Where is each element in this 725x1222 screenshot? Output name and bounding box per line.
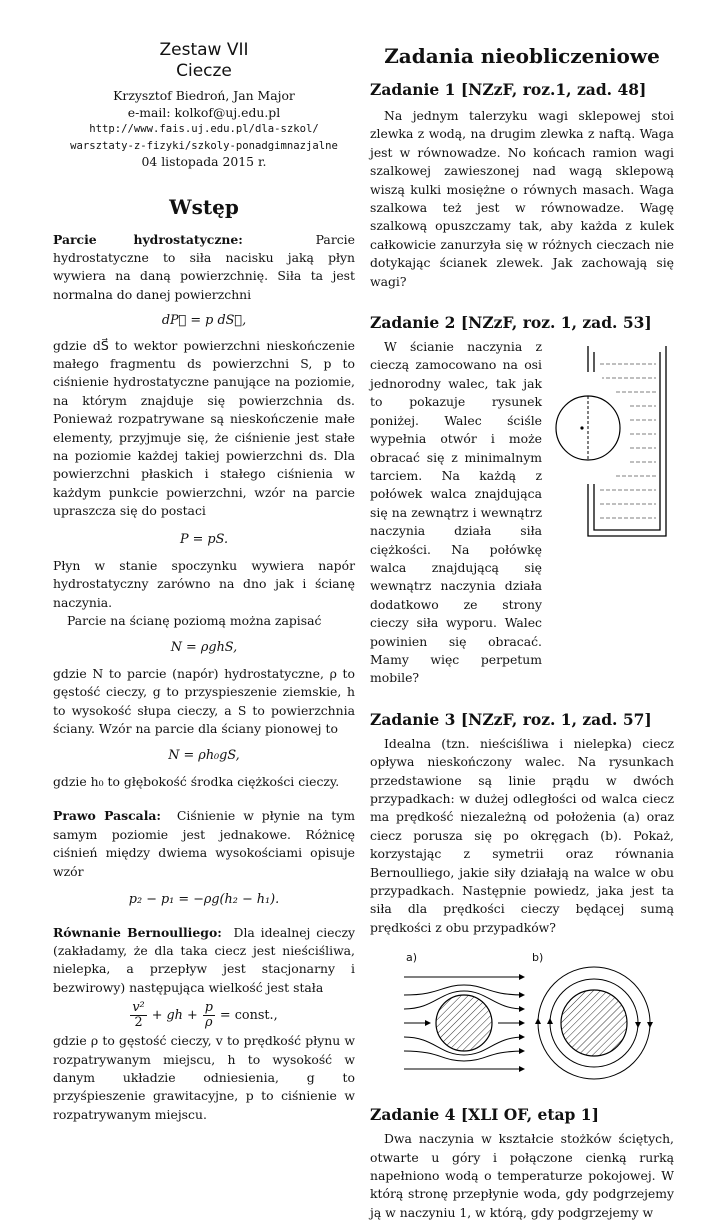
equation-dP: dP⃗ = p dS⃗,: [161, 313, 247, 329]
z1-text: Na jednym talerzyku wagi sklepowej stoi zlewka z wodą, na drugim zlewka z naftą. Waga jest w równowadze. No końcach ramion wagi szalkowej zawieszonej nad wagą sklepową wiszą kulki mosiężne o równych masach. Waga szalkowa też jest w równowadze. Wagę szalkową opuszczamy tak, aby każda z kulek całkowicie zanurzyła się w różnych cieczach nie dotykając ścianek zlewek. Jak zachowają się wagi?: [370, 108, 674, 289]
pascal-label: Prawo Pascala:: [53, 808, 161, 824]
equation-P: P = pS.: [179, 531, 229, 547]
flow-diagrams: [370, 945, 674, 1091]
email: e-mail: kolkof@uj.edu.pl: [127, 104, 281, 120]
equation-bernoulli: [53, 1001, 355, 1030]
z2-title: Zadanie 2 [NZzF, roz. 1, zad. 53]: [370, 313, 652, 333]
rest-paragraph: Płyn w stanie spoczynku wywiera napór hydrostatyczny zarówno na dno jak i ścianę naczynia.: [53, 558, 355, 610]
pascal-text: Ciśnienie w płynie na tym samym poziomie jest jednakowe. Różnicę ciśnień między dwiema wysokościami opisuje wzór: [53, 808, 355, 879]
bernoulli-label: Równanie Bernoulliego:: [53, 924, 222, 940]
z2-text: W ścianie naczynia z cieczą zamocowano na osi jednorodny walec, tak jak to pokazuje rysunek poniżej. Walec ściśle wypełnia otwór i może obracać się z minimalnym tarciem. Na każdą z połówek walca znajdująca się na zewnątrz i wewnątrz naczynia działa siła ciężkości. Na połówkę walca znajdującą się wewnątrz naczynia działa dodatkowo ze strony cieczy siła wyporu. Walec powinien się obracać. Mamy więc perpetum mobile?: [370, 339, 542, 686]
pascal-paragraph: [53, 807, 355, 881]
intro-heading: Wstęp: [169, 194, 239, 219]
equation-pascal: p₂ − p₁ = −ρg(h₂ − h₁).: [128, 892, 280, 908]
url-line-2[interactable]: warsztaty-z-fizyki/szkoly-ponadgimnazjalne: [70, 139, 338, 152]
axis-point: [580, 426, 583, 429]
vessel-cylinder-figure: [554, 344, 674, 542]
fig-label-b: b): [532, 951, 544, 965]
flow-figure: [370, 945, 674, 1091]
z3-text: Idealna (tzn. nieściśliwa i nielepka) ciecz opływa nieskończony walec. Na rysunkach przedstawione są linie prądu w dwóch przypadkach: w dużej odległości od walca ciecz ma prędkość niezależną od położenia (a) oraz ciecz porusza się po okręgach (b). Pokaż, korzystając z symetrii oraz równania Bernoulliego, jakie siły działają na walce w obu przypadkach. Następnie powiedz, jaka jest ta siła dla prędkości cieczy będącej sumą prędkości z obu przypadków?: [370, 735, 674, 935]
equation-N0: N = ρh₀gS,: [168, 747, 240, 763]
right-column: [370, 44, 674, 1222]
authors: Krzysztof Biedroń, Jan Major: [113, 88, 295, 103]
bernoulli-vars-paragraph: gdzie ρ to gęstość cieczy, v to prędkość płynu w rozpatrywanym miejscu, h to wysokość w danym układzie odniesienia, g to przyśpieszenie grawitacyjne, p to ciśnienie w rozpatrywanym miejscu.: [53, 1033, 355, 1122]
set-subtitle: Ciecze: [176, 61, 232, 81]
z4-text: Dwa naczynia w kształcie stożków ściętych, otwarte u góry i połączone cienką rurką napełniono wodą o temperaturze pokojowej. W którą stronę przepłynie woda, gdy podgrzejemy ją w naczyniu 1, w którą, gdy podgrzejemy w: [370, 1131, 674, 1220]
equation-N: N = ρghS,: [170, 639, 238, 655]
z2-block: [370, 338, 674, 688]
fig-label-a: a): [406, 951, 418, 965]
diagram-b: [538, 967, 650, 1079]
left-column: [53, 40, 355, 1124]
problems-heading: Zadania nieobliczeniowe: [384, 44, 660, 68]
bern-mid: + gh +: [151, 1008, 198, 1024]
date: 04 listopada 2015 r.: [141, 154, 267, 169]
z4-title: Zadanie 4 [XLI OF, etap 1]: [370, 1105, 599, 1125]
bern-2: 2: [134, 1015, 143, 1031]
pressure-label: Parcie hydrostatyczne:: [53, 231, 243, 247]
h0-paragraph: gdzie h₀ to głębokość środka ciężkości cieczy.: [53, 774, 340, 790]
z3-title: Zadanie 3 [NZzF, roz. 1, zad. 57]: [370, 709, 652, 729]
dS-paragraph: gdzie dS⃗ to wektor powierzchni nieskończenie małego fragmentu ds powierzchni S, p to ciśnienie hydrostatyczne panujące na poziomie, na którym znajduje się powierzchnia ds. Ponieważ rozpatrywane są nieskończenie małe elementy, przyjmuje się, że ciśnienie jest stałe na poziomie każdej takiej powierzchni ds. Dla powierzchni płaskich i stałego ciśnienia w każdym punkcie powierzchni, wzór na parcie upraszcza się do postaci: [53, 337, 355, 519]
bern-rho: ρ: [205, 1015, 213, 1031]
N-paragraph: gdzie N to parcie (napór) hydrostatyczne, ρ to gęstość cieczy, g to przyspieszenie ziemskie, h to wysokość słupa cieczy, a S to powierzchnia ściany. Wzór na parcie dla ściany pionowej to: [53, 666, 355, 737]
bernoulli-text: Dla idealnej cieczy (zakładamy, że dla taka ciecz jest nieściśliwa, nielepka, a przepływ jest stacjonarny i bezwirowy) następująca wielkość jest stała: [53, 924, 355, 995]
z1-title: Zadanie 1 [NZzF, roz.1, zad. 48]: [370, 80, 647, 99]
set-title: Zestaw VII: [159, 40, 249, 60]
pressure-paragraph: [53, 231, 355, 305]
url-line-1[interactable]: http://www.fais.uj.edu.pl/dla-szkol/: [89, 123, 319, 135]
bern-p: p: [204, 1000, 213, 1016]
horizontal-paragraph: Parcie na ścianę poziomą można zapisać: [67, 613, 322, 629]
diagram-a: [404, 977, 524, 1069]
bern-v2: v²: [132, 1000, 145, 1016]
bernoulli-paragraph: [53, 924, 355, 998]
bern-end: = const.,: [219, 1008, 278, 1024]
pressure-text: Parcie hydrostatyczne to siła nacisku jaką płyn wywiera na daną powierzchnię. Siła ta jest normalna do danej powierzchni: [53, 231, 355, 302]
